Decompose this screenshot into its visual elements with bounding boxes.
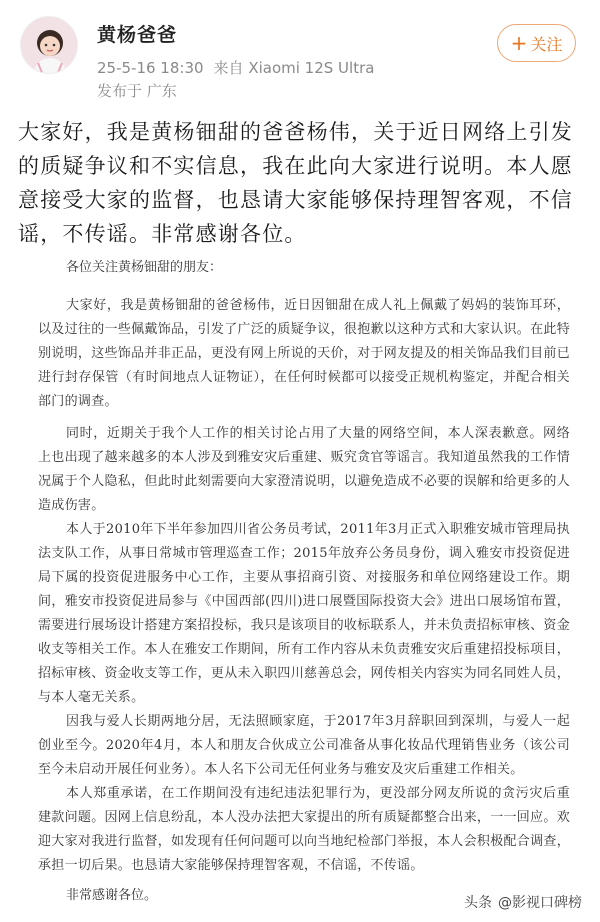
watermark: [460, 890, 586, 914]
follow-label: 关注: [530, 34, 563, 54]
username[interactable]: 黄杨爸爸: [97, 24, 178, 46]
post-source: 来自 Xiaomi 12S Ultra: [213, 59, 375, 77]
statement-paragraph: 因我与爱人长期两地分居，无法照顾家庭，于2017年3月辞职回到深圳，与爱人一起创业至今。2020年4月，本人和朋友合伙成立公司准备从事化妆品代理销售业务（该公司至今未启动开展任何业务）。本人名下公司无任何业务与雅安及灾后重建工作相关。: [38, 714, 570, 777]
statement-paragraph: 大家好，我是黄杨钿甜的爸爸杨伟，近日因钿甜在成人礼上佩戴了妈妈的装饰耳环，以及过往的一些佩戴饰品，引发了广泛的质疑争议，很抱歉以这种方式和大家认识。在此特别说明，这些饰品并非正品，更没有网上所说的天价，对于网友提及的相关饰品我们目前已进行封存保管（有时间地点人证物证），在任何时候都可以接受正规机构鉴定，并配合相关部门的调查。: [38, 298, 571, 409]
statement-image[interactable]: [30, 256, 578, 916]
avatar-image: [21, 17, 78, 74]
statement-paragraph: 本人于2010年下半年参加四川省公务员考试，2011年3月正式入职雅安城市管理局执法支队工作，从事日常城市管理巡查工作；2015年放弃公务员身份，调入雅安市投资促进局下属的投资促进服务中心工作，主要从事招商引资、对接服务和单位网络建设工作。期间，雅安市投资促进局参与《中国西部(四川)进口展暨国际投资大会》进出口展场馆布置，需要进行展场设计搭建方案招投标，我只是该项目的收标联系人，并未负责招标审核、资金收支等相关工作。本人在雅安工作期间，所有工作内容从未负责雅安灾后重建招投标项目，招标审核、资金收支等工作，更从未入职四川慈善总会，网传相关内容实为同名同姓人员，与本人毫无关系。: [38, 522, 571, 705]
plus-icon: +: [510, 31, 528, 55]
statement-paragraph: 同时，近期关于我个人工作的相关讨论占用了大量的网络空间，本人深表歉意。网络上也出现了越来越多的本人涉及到雅安灾后重建、贩究贪官等谣言。我知道虽然我的工作情况属于个人隐私，但此时此刻需要向大家澄清说明，以避免造成不必要的误解和给更多的人造成伤害。: [38, 426, 571, 513]
watermark-account: @影视口碑榜: [498, 895, 582, 911]
avatar[interactable]: [20, 16, 78, 74]
statement-paragraph: 本人郑重承诺，在工作期间没有违纪违法犯罪行为，更没部分网友所说的贪污灾后重建款问题。因网上信息纷乱，本人没办法把大家提出的所有质疑都整合出来，一一回应。欢迎大家对我进行监督，如发现有任何问题可以向当地纪检部门举报，本人会积极配合调查，承担一切后果。也恳请大家能够保持理智客观，不信谣，不传谣。: [38, 786, 571, 873]
post-header: [0, 0, 600, 108]
post-timestamp: 25-5-16 18:30: [97, 59, 204, 77]
post-location: 发布于 广东: [97, 82, 177, 100]
watermark-brand: 头条: [464, 895, 492, 911]
follow-button[interactable]: [497, 24, 576, 62]
post-meta: [97, 57, 374, 78]
statement-closing: 非常感谢各位。: [66, 888, 158, 903]
post-text: 大家好，我是黄杨钿甜的爸爸杨伟，关于近日网络上引发的质疑争议和不实信息，我在此向大家进行说明。本人愿意接受大家的监督，也恳请大家能够保持理智客观，不信谣，不传谣。非常感谢各位。: [18, 120, 573, 246]
statement-greeting: 各位关注黄杨钿甜的朋友：: [66, 260, 223, 275]
